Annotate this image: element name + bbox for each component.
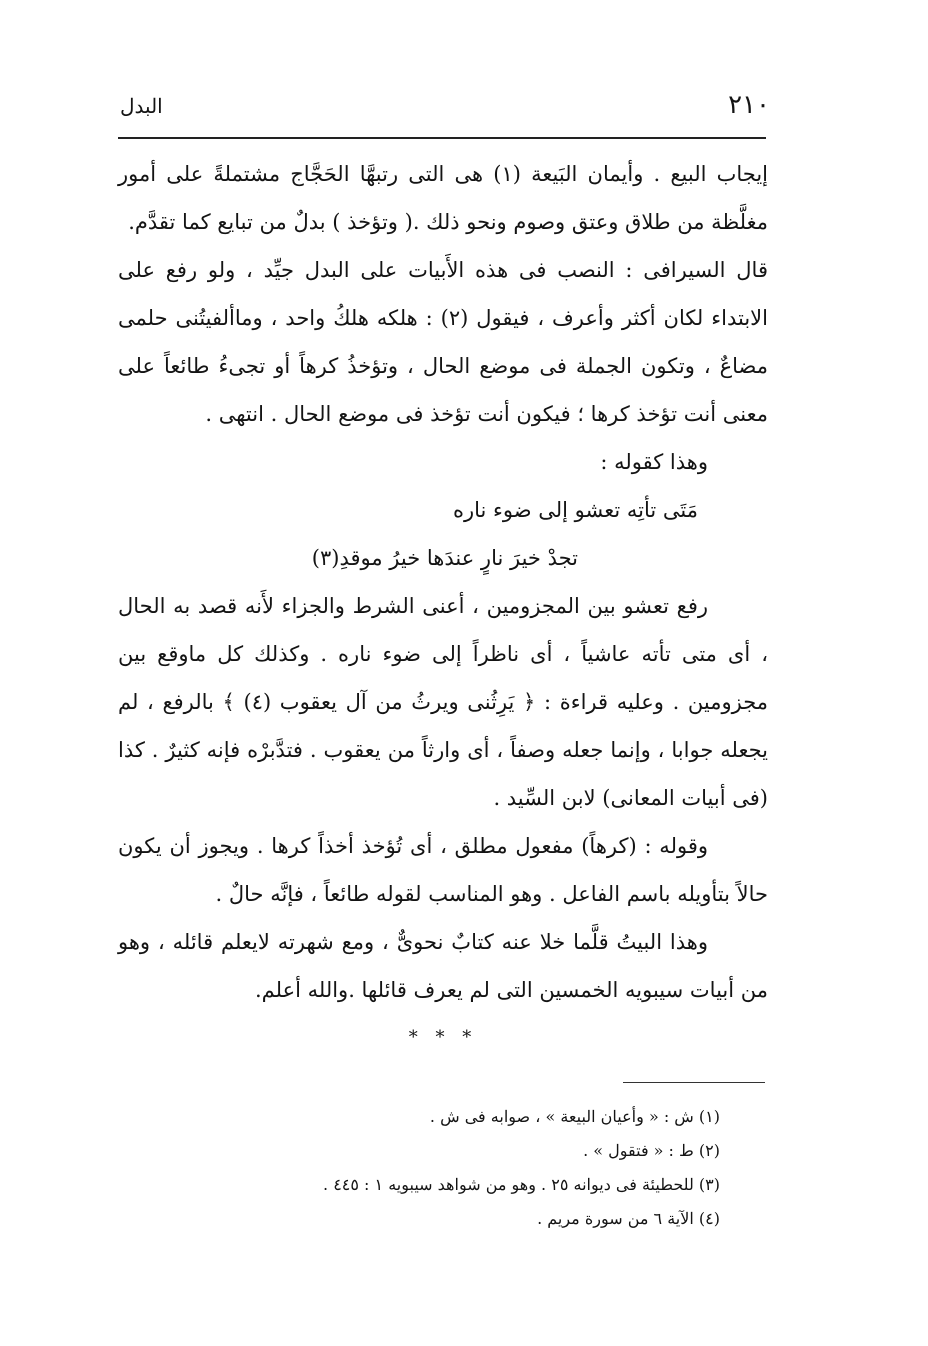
running-title: البدل — [120, 94, 163, 118]
footnotes — [240, 1100, 720, 1236]
page-number: ٢١٠ — [728, 90, 770, 120]
footnote-4: (٤) الآية ٦ من سورة مريم . — [537, 1209, 720, 1228]
footnote-2: (٢) ط : « فتقول » . — [583, 1141, 720, 1160]
section-separator: * * * — [408, 1027, 478, 1048]
verse-line-1: مَتَى تأتِه تعشو إلى ضوء ناره — [452, 498, 698, 522]
header-rule — [118, 137, 766, 139]
paragraph-3: وهذا كقوله : — [600, 450, 708, 474]
footnote-rule — [623, 1082, 765, 1083]
main-text — [118, 150, 768, 1062]
paragraph-4: رفع تعشو بين المجزومين ، أعنى الشرط والجزاء لأَنه قصد به الحال ، أى متى تأته عاشياً ، أى ناظراً إلى ضوء ناره . وكذلك كل ماوقع بين مجزومين . وعليه قراءة : ﴿ يَرِثُنى ويرثُ من آل يعقوب (٤) ﴾ بالرفع ، لم يجعله جوابا ، وإنما جعله وصفاً ، أى وارثاً من يعقوب . فتدَّبرْه فإنه كثيرٌ . كذا (فى أبيات المعانى) لابن السِّيد . — [118, 594, 768, 810]
paragraph-5: وقوله : (كرهاً) مفعول مطلق ، أى تُؤخذ أخذاً كرها . ويجوز أن يكون حالاً بتأويله باسم الفاعل . وهو المناسب لقوله طائعاً ، فإنَّه حالٌ . — [118, 834, 768, 906]
footnote-1: (١) ش : « وأعيان البيعة » ، صوابه فى ش . — [429, 1107, 720, 1126]
verse-line-2: تجدْ خيرَ نارٍ عندَها خيرُ موقدِ(٣) — [311, 546, 578, 570]
page-header — [120, 88, 770, 130]
footnote-3: (٣) للحطيئة فى ديوانه ٢٥ . وهو من شواهد سيبويه ١ : ٤٤٥ . — [323, 1175, 720, 1194]
paragraph-1: إيجاب البيع . وأيمان البَيعة (١) هى التى رتبهَّا الحَجَّاج مشتملةً على أمور مغلَّظة من طلاق وعتق وصوم ونحو ذلك .( وتؤخذ ) بدلٌ من تبايع كما تقدَّم. — [118, 162, 769, 234]
paragraph-6: وهذا البيتُ قلَّما خلا عنه كتابٌ نحوىٌّ ، ومع شهرته لايعلم قائله ، وهو من أبيات سيبويه الخمسين التى لم يعرف قائلها .والله أعلم. — [118, 930, 768, 1002]
paragraph-2: قال السيرافى : النصب فى هذه الأَبيات على البدل جيِّد ، ولو رفع على الابتداء لكان أكثر وأعرف ، فيقول (٢) : هلكه هلكُ واحد ، وماألفيتُنى حلمى مضاعٌ ، وتكون الجملة فى موضع الحال ، وتؤخذُ كرهاً أو تجىءُ طائعاً على معنى أنت تؤخذ كرها ؛ فيكون أنت تؤخذ فى موضع الحال . انتهى . — [118, 258, 768, 426]
